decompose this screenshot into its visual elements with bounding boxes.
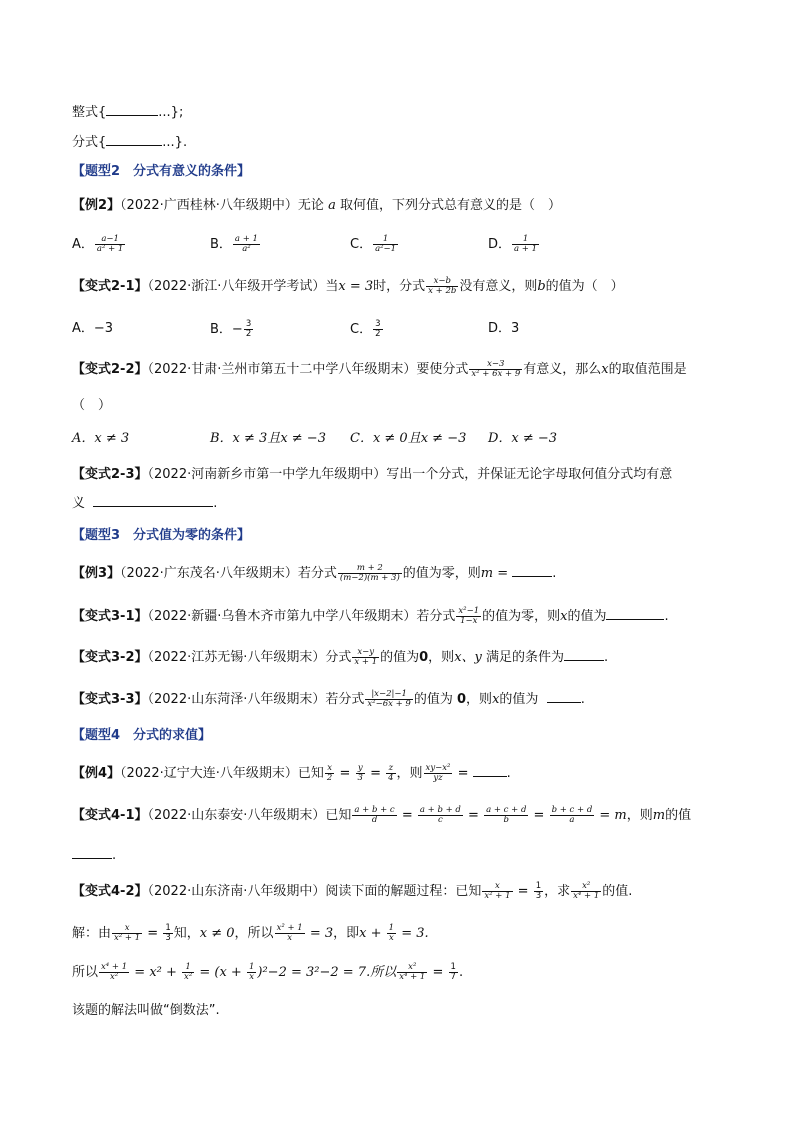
option-d xyxy=(488,235,540,254)
example-3 xyxy=(72,564,556,583)
den: x⁴ + 1 xyxy=(399,972,426,982)
math: )²−2 = 3²−2 = 7.所以 xyxy=(257,965,397,980)
den: a²−1 xyxy=(375,244,397,254)
math: x = 3 xyxy=(338,279,374,294)
text: 有意义，那么 xyxy=(523,362,602,377)
text: 的值为 xyxy=(499,692,539,707)
opt-label: B． xyxy=(210,237,232,252)
variant-2-1 xyxy=(72,277,624,296)
text: 若分式 xyxy=(297,566,337,581)
section-heading: 【题型2 分式有意义的条件】 xyxy=(72,164,251,179)
num: a−1 xyxy=(95,235,125,245)
text: 的值为（ ） xyxy=(545,279,624,294)
text: 已知 xyxy=(297,766,324,781)
den: 7 xyxy=(450,972,456,982)
num: z xyxy=(386,764,395,774)
den: x² + 6x + 9 xyxy=(471,369,521,379)
den: a² xyxy=(242,244,251,254)
solution-line-2 xyxy=(72,963,463,982)
num: x xyxy=(325,764,334,774)
answer-blank xyxy=(106,103,158,116)
zero: 0 xyxy=(419,650,429,665)
num: |x−2|−1 xyxy=(365,690,412,700)
variant-2-3 xyxy=(72,466,672,484)
text: 的值为零，则 xyxy=(402,566,481,581)
text: . xyxy=(552,566,557,581)
tag: 【变式4-1】 xyxy=(72,808,148,823)
num: 1 xyxy=(165,923,171,933)
label: ...}. xyxy=(162,135,188,150)
label: 分式{ xyxy=(72,135,107,150)
den: (m−2)(m + 3) xyxy=(339,573,400,583)
text: 的值为 xyxy=(567,609,607,624)
den: 2 xyxy=(245,329,252,339)
den: a + 1 xyxy=(514,244,538,254)
math: m = xyxy=(480,566,509,581)
math: = m xyxy=(599,808,627,823)
math: x + xyxy=(359,926,382,941)
source: （2022·甘肃·兰州市第五十二中学八年级期末） xyxy=(147,362,417,377)
source: （2022·山东泰安·八年级期末） xyxy=(147,808,326,823)
variant-4-2 xyxy=(72,882,632,901)
den: x² xyxy=(184,972,193,982)
text: . xyxy=(458,965,464,980)
variant-3-3 xyxy=(72,690,585,709)
source: （2022·山东济南·八年级期中） xyxy=(147,884,326,899)
solution-line-1 xyxy=(72,924,429,943)
den: x + 2b xyxy=(428,286,457,296)
tag: 【变式2-3】 xyxy=(72,467,148,482)
den: yz xyxy=(433,773,443,783)
num: 1 xyxy=(388,923,395,933)
num: 1 xyxy=(450,962,456,972)
option-b: B．x ≠ 3且x ≠ −3 xyxy=(210,431,326,446)
text: 分式 xyxy=(325,650,352,665)
opt-label: C． xyxy=(350,322,373,337)
variant-4-1-cont xyxy=(72,846,116,865)
source: （2022·广东茂名·八年级期末） xyxy=(120,566,298,581)
section-heading: 【题型4 分式的求值】 xyxy=(72,728,212,743)
num: x²−1 xyxy=(458,606,480,616)
text: 取何值，下列分式总有意义的是（ ） xyxy=(339,198,561,213)
num: m + 2 xyxy=(338,564,402,574)
text: 的值为 xyxy=(380,650,420,665)
example-2 xyxy=(72,197,561,215)
source: （2022·河南新乡市第一中学九年级期中） xyxy=(147,467,387,482)
den: 2 xyxy=(375,329,381,339)
text: . xyxy=(604,650,609,665)
text: . xyxy=(580,692,585,707)
text: 满足的条件为 xyxy=(486,650,565,665)
var: x xyxy=(492,692,500,707)
den: x xyxy=(249,972,255,982)
math: = xyxy=(432,965,444,980)
text: 无论 xyxy=(297,198,324,213)
text: 没有意义，则 xyxy=(459,279,538,294)
answer-blank xyxy=(473,764,507,777)
tag: 【变式3-2】 xyxy=(72,650,148,665)
den: 3 xyxy=(357,773,363,783)
variant-2-3-cont xyxy=(72,494,217,513)
answer-blank xyxy=(564,648,604,661)
label: ...}; xyxy=(158,105,184,120)
text: 义 xyxy=(72,496,86,511)
num: a + b + c xyxy=(354,805,395,815)
option-c xyxy=(350,320,384,339)
text: ，即 xyxy=(333,926,360,941)
num: x−y xyxy=(352,648,379,658)
num: 1 xyxy=(248,962,255,972)
example-4: 【例4】（2022·辽宁大连·八年级期末）已知 $\frac{x}{2}$ = $\frac{y}{3}$ = $\frac{z}{4}$ ，则 $\frac{\text{xy−x²}}{yz}$ = . xyxy=(72,763,511,783)
option-d: D．x ≠ −3 xyxy=(488,431,558,446)
math: = xyxy=(147,926,159,941)
opt-label: C． xyxy=(350,237,373,252)
text: . xyxy=(112,848,117,863)
den: x xyxy=(287,933,293,943)
text: ，所以 xyxy=(234,926,274,941)
num: x⁴ + 1 xyxy=(101,962,128,972)
text: 要使分式 xyxy=(416,362,469,377)
den: x² + 1 xyxy=(114,933,141,943)
math: = 3 xyxy=(309,926,334,941)
num: x² xyxy=(397,963,427,973)
tag: 【变式2-2】 xyxy=(72,362,148,377)
math: = x² + xyxy=(134,965,177,980)
tag: 【变式3-1】 xyxy=(72,609,148,624)
den: c xyxy=(438,815,443,825)
text: ，则 xyxy=(428,650,455,665)
num: 3 xyxy=(375,319,381,329)
tag: 【例4】 xyxy=(72,766,121,781)
fraction-set-line xyxy=(72,133,187,152)
source: （2022·辽宁大连·八年级期末） xyxy=(120,766,298,781)
num: x−3 xyxy=(469,360,522,370)
text: . xyxy=(506,766,511,781)
var: a xyxy=(328,198,336,213)
tag: 【变式4-2】 xyxy=(72,884,148,899)
option-a xyxy=(72,235,126,254)
text: 若分式 xyxy=(325,692,365,707)
num: y xyxy=(356,764,365,774)
num: a + b + d xyxy=(419,805,461,815)
den: x²−6x + 9 xyxy=(367,699,411,709)
math: x ≠ 0 xyxy=(199,926,235,941)
variant-4-1: 【变式4-1】（2022·山东泰安·八年级期末）已知 $\frac{a + b + c}{d}$ = $\frac{a + b + d}{c}$ = $\frac{a + c + d}{b}$ = $\frac{b + c + d}{a}$ = m，则m的值 xyxy=(72,805,692,825)
den: x xyxy=(388,933,394,943)
text: 的取值范围是 xyxy=(608,362,687,377)
polynomial-set-line xyxy=(72,103,183,122)
option-c: C．x ≠ 0且x ≠ −3 xyxy=(350,431,467,446)
variant-3-1 xyxy=(72,607,669,626)
answer-blank xyxy=(106,133,162,146)
num: x xyxy=(482,882,512,892)
text: ，则 xyxy=(396,766,423,781)
text: 时，分式 xyxy=(373,279,426,294)
den: a² + 1 xyxy=(96,244,124,254)
text: 所以 xyxy=(72,965,99,980)
den: 2 xyxy=(326,773,333,783)
tag: 【变式3-3】 xyxy=(72,692,148,707)
label: 整式{ xyxy=(72,105,107,120)
section-heading: 【题型3 分式值为零的条件】 xyxy=(72,528,251,543)
source: （2022·广西桂林·八年级期中） xyxy=(120,198,298,213)
text: ，求 xyxy=(544,884,571,899)
text: 已知 xyxy=(325,808,352,823)
den: 4 xyxy=(388,773,394,783)
text: 解：由 xyxy=(72,926,112,941)
num: x xyxy=(112,924,142,934)
vars: x、y xyxy=(454,650,482,665)
text: 的值为 xyxy=(413,692,453,707)
text: 的值为零，则 xyxy=(482,609,561,624)
num: x² xyxy=(571,882,601,892)
text: 写出一个分式，并保证无论字母取何值分式均有意 xyxy=(386,467,673,482)
den: a xyxy=(569,815,575,825)
den: d xyxy=(371,815,378,825)
num: 3 xyxy=(245,319,252,329)
opt-label: A． xyxy=(72,237,94,252)
text: 当 xyxy=(325,279,339,294)
math: = xyxy=(517,884,529,899)
den: 3 xyxy=(535,891,542,901)
text: 阅读下面的解题过程：已知 xyxy=(325,884,482,899)
text: ，则 xyxy=(466,692,493,707)
answer-blank xyxy=(72,846,112,859)
math: = xyxy=(457,766,469,781)
text: 知， xyxy=(173,926,200,941)
source: （2022·江苏无锡·八年级期末） xyxy=(147,650,326,665)
source: （2022·浙江·八年级开学考试） xyxy=(147,279,326,294)
text: . xyxy=(664,609,669,624)
answer-blank xyxy=(93,494,213,507)
text: ，则 xyxy=(626,808,653,823)
source: （2022·新疆·乌鲁木齐市第九中学八年级期末） xyxy=(147,609,417,624)
num: 1 xyxy=(182,963,194,973)
option-c xyxy=(350,235,399,254)
num: a + 1 xyxy=(234,234,258,244)
text: . xyxy=(213,496,218,511)
num: x−b xyxy=(426,277,458,287)
opt-label: B．− xyxy=(210,322,243,337)
math: = 3. xyxy=(401,926,429,941)
option-b xyxy=(210,235,261,254)
num: a + c + d xyxy=(486,805,527,815)
answer-blank xyxy=(547,690,581,703)
text: 的值. xyxy=(602,884,633,899)
var: m xyxy=(652,808,666,823)
answer-blank xyxy=(512,564,552,577)
option-b xyxy=(210,320,254,339)
den: x⁴ + 1 xyxy=(573,891,600,901)
var: x xyxy=(560,609,568,624)
source: （2022·山东菏泽·八年级期末） xyxy=(147,692,326,707)
math: = (x + xyxy=(199,965,242,980)
tag: 【例3】 xyxy=(72,566,121,581)
num: 1 xyxy=(373,235,398,245)
den: 3 xyxy=(165,933,171,943)
tag: 【变式2-1】 xyxy=(72,279,148,294)
option-d: D．3 xyxy=(488,321,520,336)
text: 的值 xyxy=(665,808,692,823)
num: b + c + d xyxy=(551,805,593,815)
den: x² + 1 xyxy=(484,891,511,901)
option-a: A．x ≠ 3 xyxy=(72,431,130,446)
den: 1−x xyxy=(460,616,478,626)
num: 1 xyxy=(535,881,542,891)
answer-blank xyxy=(606,607,664,620)
num: 1 xyxy=(512,235,539,245)
den: x² xyxy=(109,972,119,982)
zero: 0 xyxy=(457,692,467,707)
tag: 【例2】 xyxy=(72,198,121,213)
variant-2-2 xyxy=(72,360,687,379)
option-a: A．−3 xyxy=(72,321,114,336)
solution-line-3: 该题的解法叫做“倒数法”. xyxy=(72,1003,220,1018)
den: x + 1 xyxy=(354,657,378,667)
text: 若分式 xyxy=(416,609,456,624)
opt-label: D． xyxy=(488,237,512,252)
den: b xyxy=(503,815,509,825)
variant-3-2 xyxy=(72,648,608,667)
var: b xyxy=(537,279,546,294)
num: xy−x² xyxy=(425,763,451,773)
var: x xyxy=(601,362,609,377)
num: x² + 1 xyxy=(276,923,303,933)
answer-paren: （ ） xyxy=(72,398,112,413)
